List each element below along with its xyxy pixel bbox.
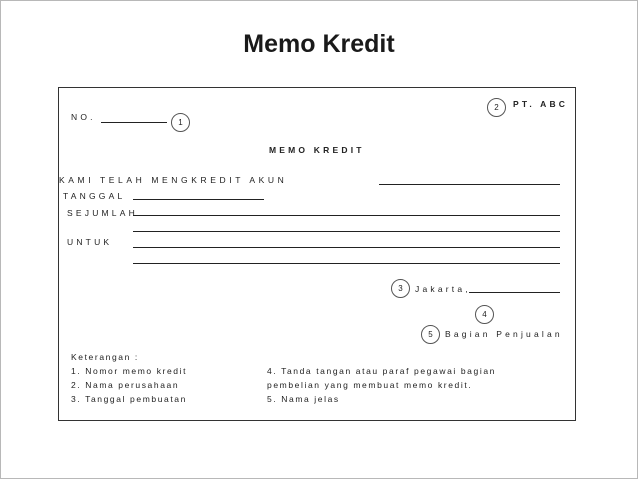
- no-label: NO.: [71, 112, 96, 122]
- department-label: Bagian Penjualan: [445, 329, 563, 339]
- note-item: 3. Tanggal pembuatan: [71, 394, 187, 404]
- marker-no: 1: [171, 113, 190, 132]
- note-item: 5. Nama jelas: [267, 394, 340, 404]
- notes-heading: Keterangan :: [71, 352, 139, 362]
- marker-city: 3: [391, 279, 410, 298]
- amount-label: SEJUMLAH: [67, 208, 138, 218]
- memo-heading: MEMO KREDIT: [269, 145, 365, 155]
- memo-form: [58, 87, 576, 421]
- note-item: 1. Nomor memo kredit: [71, 366, 188, 376]
- note-item: 4. Tanda tangan atau paraf pegawai bagian: [267, 366, 496, 376]
- date-field-line: [133, 199, 264, 200]
- account-field-line: [379, 184, 560, 185]
- marker-company: 2: [487, 98, 506, 117]
- slide-title: Memo Kredit: [243, 30, 395, 58]
- marker-signature: 4: [475, 305, 494, 324]
- date-place-line: [469, 292, 560, 293]
- note-item: 2. Nama perusahaan: [71, 380, 180, 390]
- purpose-label: UNTUK: [67, 237, 113, 247]
- date-label: TANGGAL: [63, 191, 126, 201]
- purpose-field-line-2: [133, 263, 560, 264]
- amount-field-line-2: [133, 231, 560, 232]
- city-label: Jakarta,: [415, 284, 471, 294]
- marker-department: 5: [421, 325, 440, 344]
- amount-field-line-1: [133, 215, 560, 216]
- purpose-field-line-1: [133, 247, 560, 248]
- company-name: PT. ABC: [513, 99, 569, 109]
- note-item: pembelian yang membuat memo kredit.: [267, 380, 473, 390]
- credit-statement: KAMI TELAH MENGKREDIT AKUN: [59, 175, 288, 185]
- no-field-line: [101, 122, 167, 123]
